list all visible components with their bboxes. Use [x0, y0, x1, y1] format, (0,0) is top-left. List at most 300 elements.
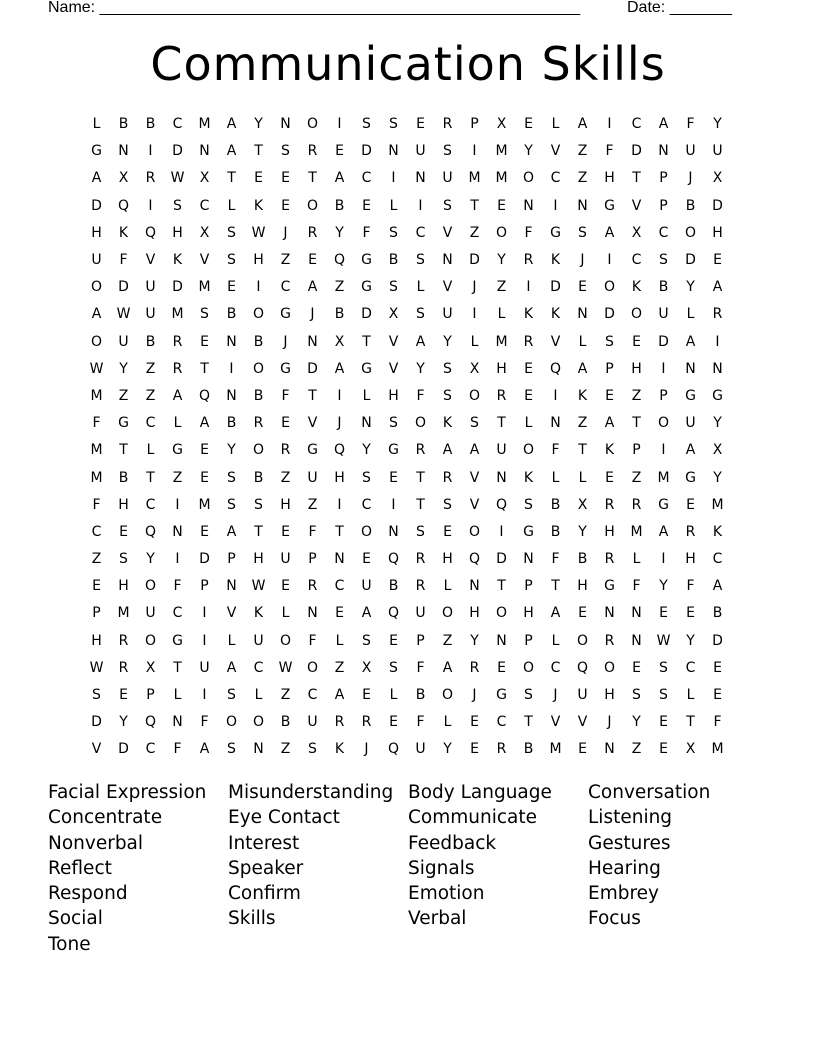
- grid-letter: I: [202, 632, 207, 649]
- grid-letter: E: [524, 360, 533, 377]
- grid-letter: C: [145, 741, 156, 758]
- grid-letter: G: [172, 632, 183, 649]
- grid-row: [83, 274, 733, 301]
- grid-letter: B: [253, 333, 264, 350]
- grid-letter: U: [253, 632, 264, 649]
- grid-letter: A: [685, 442, 696, 459]
- grid-letter: Z: [631, 741, 642, 758]
- grid-letter: S: [443, 143, 452, 160]
- grid-letter: T: [632, 170, 641, 187]
- grid-letter: P: [227, 551, 236, 568]
- grid-letter: B: [577, 551, 588, 568]
- grid-letter: R: [469, 659, 480, 676]
- grid-letter: F: [551, 551, 560, 568]
- grid-letter: X: [631, 224, 642, 241]
- word-bank-item: Facial Expression: [48, 782, 207, 803]
- grid-row: [83, 220, 733, 247]
- grid-letter: O: [144, 578, 157, 595]
- grid-letter: B: [118, 469, 129, 486]
- grid-letter: R: [334, 714, 345, 731]
- grid-letter: E: [524, 387, 533, 404]
- word-bank-item: Communicate: [408, 807, 538, 829]
- grid-letter: E: [578, 741, 587, 758]
- grid-letter: E: [659, 714, 668, 731]
- grid-letter: L: [146, 442, 155, 459]
- grid-letter: L: [632, 551, 641, 568]
- grid-letter: C: [280, 279, 291, 296]
- grid-row: [83, 600, 733, 627]
- grid-letter: V: [307, 415, 318, 432]
- grid-row: [83, 682, 733, 709]
- grid-letter: H: [253, 252, 264, 269]
- grid-row: [83, 138, 733, 165]
- grid-letter: L: [362, 387, 371, 404]
- grid-letter: L: [92, 116, 101, 133]
- grid-letter: H: [172, 224, 183, 241]
- grid-letter: Y: [632, 714, 641, 731]
- grid-letter: C: [253, 659, 264, 676]
- grid-row: [83, 383, 733, 410]
- grid-letter: P: [632, 442, 641, 459]
- grid-letter: S: [389, 224, 398, 241]
- grid-letter: Q: [387, 551, 400, 568]
- grid-letter: M: [90, 469, 103, 486]
- grid-letter: S: [524, 496, 533, 513]
- grid-letter: L: [551, 632, 560, 649]
- grid-letter: D: [307, 360, 318, 377]
- grid-letter: E: [200, 523, 209, 540]
- grid-letter: A: [712, 578, 723, 595]
- grid-letter: L: [497, 306, 506, 323]
- word-bank-item: Embrey: [588, 883, 659, 905]
- grid-letter: Q: [333, 252, 346, 269]
- grid-letter: N: [388, 143, 399, 160]
- grid-letter: N: [523, 551, 534, 568]
- grid-letter: C: [361, 170, 372, 187]
- grid-letter: T: [416, 469, 425, 486]
- grid-letter: J: [607, 714, 612, 731]
- grid-letter: F: [92, 496, 101, 513]
- grid-letter: H: [118, 496, 129, 513]
- grid-row: [83, 437, 733, 464]
- grid-row: [83, 546, 733, 573]
- grid-letter: G: [604, 578, 615, 595]
- grid-letter: E: [254, 170, 263, 187]
- grid-letter: I: [526, 279, 531, 296]
- grid-letter: Y: [578, 523, 587, 540]
- grid-letter: H: [523, 605, 534, 622]
- grid-letter: F: [605, 143, 614, 160]
- grid-letter: D: [631, 143, 642, 160]
- grid-letter: Q: [495, 496, 508, 513]
- grid-letter: D: [361, 306, 372, 323]
- grid-letter: F: [686, 116, 695, 133]
- grid-letter: S: [389, 659, 398, 676]
- grid-letter: U: [685, 415, 696, 432]
- grid-letter: E: [362, 197, 371, 214]
- grid-letter: H: [280, 496, 291, 513]
- word-bank-item: Interest: [228, 832, 300, 854]
- grid-letter: Y: [254, 116, 263, 133]
- grid-letter: T: [632, 415, 641, 432]
- grid-letter: F: [632, 578, 641, 595]
- grid-letter: X: [496, 116, 507, 133]
- grid-letter: N: [118, 143, 129, 160]
- grid-letter: N: [280, 116, 291, 133]
- grid-letter: C: [199, 197, 210, 214]
- grid-letter: M: [90, 442, 103, 459]
- grid-letter: L: [686, 687, 695, 704]
- grid-letter: J: [364, 741, 369, 758]
- grid-letter: G: [361, 360, 372, 377]
- grid-letter: Y: [416, 360, 425, 377]
- grid-letter: B: [226, 306, 237, 323]
- grid-letter: D: [604, 306, 615, 323]
- grid-letter: U: [91, 252, 102, 269]
- grid-letter: L: [524, 415, 533, 432]
- grid-letter: K: [631, 279, 642, 296]
- grid-letter: Y: [443, 741, 452, 758]
- grid-letter: E: [227, 279, 236, 296]
- grid-letter: N: [712, 360, 723, 377]
- grid-letter: R: [172, 360, 183, 377]
- grid-letter: A: [469, 442, 480, 459]
- grid-letter: C: [550, 170, 561, 187]
- grid-letter: N: [226, 387, 237, 404]
- grid-letter: P: [200, 578, 209, 595]
- grid-letter: Q: [549, 360, 562, 377]
- grid-letter: S: [659, 252, 668, 269]
- grid-letter: I: [202, 687, 207, 704]
- grid-letter: T: [119, 442, 128, 459]
- grid-letter: Z: [172, 469, 183, 486]
- grid-row: [83, 111, 733, 138]
- grid-letter: W: [89, 360, 104, 377]
- grid-letter: N: [550, 415, 561, 432]
- grid-letter: B: [253, 469, 264, 486]
- grid-letter: O: [441, 687, 454, 704]
- grid-letter: G: [307, 442, 318, 459]
- grid-letter: U: [442, 306, 453, 323]
- grid-letter: B: [334, 197, 345, 214]
- grid-letter: I: [337, 116, 342, 133]
- grid-letter: A: [415, 333, 426, 350]
- grid-letter: O: [279, 632, 292, 649]
- grid-letter: S: [389, 279, 398, 296]
- grid-row: [83, 301, 733, 328]
- grid-letter: A: [361, 605, 372, 622]
- grid-letter: Y: [227, 442, 236, 459]
- grid-letter: K: [523, 306, 534, 323]
- grid-letter: W: [278, 659, 293, 676]
- grid-letter: G: [658, 496, 669, 513]
- grid-letter: L: [443, 714, 452, 731]
- grid-letter: O: [414, 415, 427, 432]
- grid-letter: E: [605, 387, 614, 404]
- grid-row: [83, 193, 733, 220]
- grid-letter: Z: [577, 415, 588, 432]
- grid-letter: A: [91, 170, 102, 187]
- grid-letter: E: [335, 143, 344, 160]
- grid-letter: R: [604, 632, 615, 649]
- grid-letter: W: [170, 170, 185, 187]
- grid-letter: N: [685, 360, 696, 377]
- grid-letter: Y: [362, 442, 371, 459]
- grid-letter: E: [632, 333, 641, 350]
- grid-letter: S: [443, 360, 452, 377]
- grid-letter: E: [470, 714, 479, 731]
- grid-letter: P: [92, 605, 101, 622]
- grid-letter: B: [523, 741, 534, 758]
- word-bank-item: Signals: [408, 857, 475, 879]
- grid-letter: Y: [713, 469, 722, 486]
- grid-letter: R: [685, 523, 696, 540]
- grid-letter: G: [685, 387, 696, 404]
- grid-letter: C: [145, 415, 156, 432]
- grid-letter: Z: [145, 387, 156, 404]
- grid-letter: E: [200, 333, 209, 350]
- grid-letter: T: [497, 415, 506, 432]
- grid-letter: I: [607, 116, 612, 133]
- grid-letter: E: [578, 605, 587, 622]
- grid-letter: X: [199, 170, 210, 187]
- grid-letter: E: [362, 551, 371, 568]
- grid-letter: C: [172, 605, 183, 622]
- grid-letter: F: [686, 578, 695, 595]
- grid-letter: B: [388, 252, 399, 269]
- grid-letter: E: [335, 605, 344, 622]
- grid-letter: E: [119, 687, 128, 704]
- grid-letter: E: [200, 469, 209, 486]
- grid-letter: G: [172, 442, 183, 459]
- grid-letter: R: [415, 551, 426, 568]
- grid-letter: I: [472, 306, 477, 323]
- grid-letter: G: [361, 279, 372, 296]
- grid-letter: L: [254, 687, 263, 704]
- grid-letter: E: [389, 469, 398, 486]
- grid-letter: Z: [307, 496, 318, 513]
- grid-letter: N: [172, 523, 183, 540]
- grid-letter: K: [712, 523, 723, 540]
- grid-letter: R: [253, 415, 264, 432]
- grid-letter: B: [145, 333, 156, 350]
- grid-letter: H: [604, 523, 615, 540]
- grid-letter: J: [688, 170, 693, 187]
- grid-letter: U: [307, 469, 318, 486]
- grid-letter: E: [443, 523, 452, 540]
- grid-letter: V: [91, 741, 102, 758]
- grid-letter: I: [202, 605, 207, 622]
- grid-letter: D: [712, 197, 723, 214]
- grid-letter: E: [578, 279, 587, 296]
- grid-letter: Q: [576, 659, 589, 676]
- word-bank-item: Misunderstanding: [228, 782, 394, 803]
- grid-letter: E: [470, 741, 479, 758]
- grid-letter: P: [416, 632, 425, 649]
- grid-letter: X: [361, 659, 372, 676]
- grid-letter: H: [334, 469, 345, 486]
- grid-letter: I: [337, 496, 342, 513]
- grid-letter: S: [632, 687, 641, 704]
- grid-letter: R: [361, 714, 372, 731]
- word-bank-item: Listening: [588, 807, 673, 829]
- grid-letter: D: [172, 279, 183, 296]
- grid-letter: R: [496, 387, 507, 404]
- grid-letter: X: [712, 442, 723, 459]
- grid-row: [83, 655, 733, 682]
- grid-letter: O: [684, 224, 697, 241]
- grid-letter: Z: [118, 387, 129, 404]
- grid-letter: J: [472, 279, 477, 296]
- grid-row: [83, 736, 733, 763]
- grid-letter: I: [661, 360, 666, 377]
- word-bank-item: Tone: [48, 933, 91, 955]
- grid-letter: F: [416, 659, 425, 676]
- grid-letter: S: [443, 197, 452, 214]
- grid-letter: S: [362, 469, 371, 486]
- grid-letter: J: [283, 333, 288, 350]
- grid-letter: I: [229, 360, 234, 377]
- grid-letter: K: [253, 605, 264, 622]
- grid-row: [83, 410, 733, 437]
- grid-letter: B: [658, 279, 669, 296]
- grid-letter: A: [604, 224, 615, 241]
- grid-letter: L: [578, 469, 587, 486]
- grid-letter: B: [280, 714, 291, 731]
- grid-letter: L: [443, 578, 452, 595]
- grid-letter: T: [497, 578, 506, 595]
- grid-letter: R: [145, 170, 156, 187]
- grid-letter: J: [553, 687, 558, 704]
- grid-letter: B: [712, 605, 723, 622]
- grid-letter: O: [603, 279, 616, 296]
- word-bank-item: Eye Contact: [228, 807, 340, 829]
- grid-letter: B: [145, 116, 156, 133]
- grid-letter: A: [172, 387, 183, 404]
- grid-letter: M: [495, 170, 508, 187]
- grid-letter: L: [416, 279, 425, 296]
- grid-row: [83, 492, 733, 519]
- grid-letter: J: [472, 687, 477, 704]
- grid-row: [83, 464, 733, 491]
- grid-letter: G: [361, 252, 372, 269]
- grid-letter: P: [659, 387, 668, 404]
- grid-letter: S: [389, 116, 398, 133]
- grid-letter: G: [685, 469, 696, 486]
- grid-letter: D: [496, 551, 507, 568]
- grid-letter: L: [686, 306, 695, 323]
- grid-letter: U: [145, 306, 156, 323]
- grid-letter: N: [415, 170, 426, 187]
- grid-letter: M: [711, 496, 724, 513]
- grid-letter: R: [496, 741, 507, 758]
- grid-letter: O: [306, 116, 319, 133]
- grid-letter: O: [252, 360, 265, 377]
- grid-letter: H: [118, 578, 129, 595]
- grid-letter: M: [198, 496, 211, 513]
- grid-letter: A: [658, 523, 669, 540]
- grid-letter: K: [334, 741, 345, 758]
- grid-letter: Y: [713, 116, 722, 133]
- grid-letter: C: [685, 659, 696, 676]
- grid-letter: S: [227, 224, 236, 241]
- grid-letter: U: [145, 605, 156, 622]
- grid-letter: S: [362, 632, 371, 649]
- grid-letter: R: [307, 143, 318, 160]
- grid-letter: O: [252, 306, 265, 323]
- grid-letter: H: [469, 605, 480, 622]
- grid-letter: L: [335, 632, 344, 649]
- grid-letter: A: [334, 360, 345, 377]
- grid-letter: O: [522, 659, 535, 676]
- grid-letter: H: [496, 360, 507, 377]
- grid-letter: A: [442, 659, 453, 676]
- grid-letter: S: [227, 496, 236, 513]
- grid-letter: Y: [713, 415, 722, 432]
- grid-letter: C: [658, 224, 669, 241]
- grid-letter: E: [659, 741, 668, 758]
- grid-row: [83, 709, 733, 736]
- grid-letter: H: [253, 551, 264, 568]
- grid-row: [83, 628, 733, 655]
- word-search-grid: [83, 111, 733, 764]
- grid-letter: I: [175, 551, 180, 568]
- grid-letter: X: [388, 306, 399, 323]
- grid-letter: F: [713, 714, 722, 731]
- grid-letter: S: [227, 252, 236, 269]
- grid-letter: E: [713, 659, 722, 676]
- grid-letter: G: [523, 523, 534, 540]
- grid-letter: G: [388, 442, 399, 459]
- grid-letter: N: [496, 469, 507, 486]
- grid-letter: E: [281, 415, 290, 432]
- grid-letter: X: [145, 659, 156, 676]
- grid-letter: Z: [496, 279, 507, 296]
- grid-letter: O: [522, 442, 535, 459]
- grid-letter: P: [146, 687, 155, 704]
- grid-letter: M: [198, 279, 211, 296]
- grid-letter: T: [686, 714, 695, 731]
- grid-letter: S: [227, 469, 236, 486]
- grid-letter: Z: [334, 279, 345, 296]
- grid-letter: O: [657, 415, 670, 432]
- grid-letter: O: [468, 387, 481, 404]
- grid-letter: R: [604, 496, 615, 513]
- grid-letter: F: [173, 741, 182, 758]
- grid-letter: D: [550, 279, 561, 296]
- grid-letter: L: [470, 333, 479, 350]
- grid-letter: U: [361, 578, 372, 595]
- grid-letter: F: [119, 252, 128, 269]
- word-bank-item: Conversation: [588, 782, 711, 803]
- grid-letter: H: [91, 224, 102, 241]
- grid-letter: L: [389, 687, 398, 704]
- grid-letter: K: [604, 442, 615, 459]
- grid-letter: M: [468, 170, 481, 187]
- grid-letter: I: [337, 387, 342, 404]
- grid-letter: P: [659, 197, 668, 214]
- grid-letter: Z: [469, 224, 480, 241]
- grid-letter: Q: [144, 523, 157, 540]
- grid-letter: S: [443, 496, 452, 513]
- grid-letter: B: [550, 523, 561, 540]
- grid-row: [83, 573, 733, 600]
- grid-letter: O: [576, 632, 589, 649]
- grid-letter: F: [362, 224, 371, 241]
- grid-letter: R: [415, 442, 426, 459]
- grid-letter: Q: [117, 197, 130, 214]
- grid-letter: I: [499, 523, 504, 540]
